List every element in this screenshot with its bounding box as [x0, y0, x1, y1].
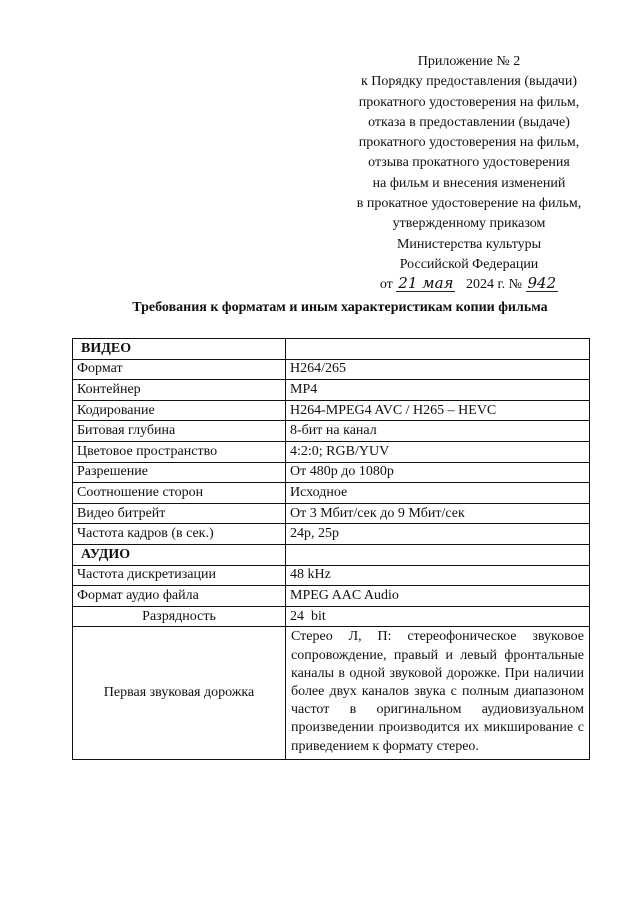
appendix-line: Министерства культуры [396, 236, 542, 252]
param-value: 48 kHz [286, 565, 590, 586]
param-name: Первая звуковая дорожка [73, 627, 286, 759]
requirements-table [72, 338, 590, 760]
appendix-line: отзыва прокатного удостоверения [368, 155, 570, 171]
section-header-video: ВИДЕО [73, 339, 286, 360]
param-name: Частота дискретизации [73, 565, 286, 586]
table-row [73, 565, 590, 586]
param-value: 8-бит на канал [286, 421, 590, 442]
appendix-line: прокатного удостоверения на фильм, [358, 94, 580, 110]
param-value: 4:2:0; RGB/YUV [286, 441, 590, 462]
appendix-line: прокатного удостоверения на фильм, [358, 135, 580, 151]
appendix-block [330, 52, 608, 296]
param-value: 24p, 25p [286, 524, 590, 545]
table-row [73, 586, 590, 607]
date-prefix: от [379, 277, 393, 293]
table-row [73, 359, 590, 380]
order-date-line [330, 275, 608, 295]
appendix-line: к Порядку предоставления (выдачи) [361, 74, 577, 90]
param-name: Формат аудио файла [73, 586, 286, 607]
table-cell [286, 544, 590, 565]
table-cell [286, 339, 590, 360]
document-title: Требования к форматам и иным характеристикам копии фильма [132, 300, 548, 315]
table-row [73, 421, 590, 442]
table-row [73, 400, 590, 421]
param-name: Контейнер [73, 380, 286, 401]
handwritten-order-number: 942 [527, 274, 557, 293]
table-row [73, 339, 590, 360]
param-value: Исходное [286, 483, 590, 504]
param-value: H264/265 [286, 359, 590, 380]
appendix-line: отказа в предоставлении (выдаче) [368, 114, 570, 130]
handwritten-date: 21 мая [398, 274, 454, 293]
param-name: Разрешение [73, 462, 286, 483]
param-value: MP4 [286, 380, 590, 401]
param-value: Стерео Л, П: стереофоническое звуковое сопровождение, правый и левый фронтальные каналы в одной звуковой дорожке. При наличии более двух каналов звука с полным диапазоном частот в оригинальном аудиовизуальном произведении производится их микширование с приведением к формату стерео. [286, 627, 590, 759]
appendix-line: в прокатное удостоверение на фильм, [356, 196, 582, 212]
appendix-line: Приложение № 2 [417, 54, 521, 69]
table-row [73, 441, 590, 462]
param-name: Цветовое пространство [73, 441, 286, 462]
param-name: Битовая глубина [73, 421, 286, 442]
section-header-audio: АУДИО [73, 544, 286, 565]
table-row [73, 503, 590, 524]
param-value: MPEG AAC Audio [286, 586, 590, 607]
table-row [73, 524, 590, 545]
param-value: От 3 Мбит/сек до 9 Мбит/сек [286, 503, 590, 524]
param-value: 24 bit [286, 606, 590, 627]
table-row [73, 544, 590, 565]
table-row [73, 606, 590, 627]
table-row [73, 483, 590, 504]
table-row [73, 627, 590, 759]
param-name: Разрядность [73, 606, 286, 627]
appendix-line: на фильм и внесения изменений [372, 175, 566, 191]
param-value: От 480p до 1080p [286, 462, 590, 483]
appendix-line: утвержденному приказом [392, 216, 546, 232]
table-row [73, 380, 590, 401]
param-name: Кодирование [73, 400, 286, 421]
param-name: Частота кадров (в сек.) [73, 524, 286, 545]
order-year: 2024 г. № [465, 277, 522, 293]
param-name: Видео битрейт [73, 503, 286, 524]
param-name: Соотношение сторон [73, 483, 286, 504]
appendix-line: Российской Федерации [399, 256, 539, 272]
table-row [73, 462, 590, 483]
param-name: Формат [73, 359, 286, 380]
param-value: H264-MPEG4 AVC / H265 – HEVC [286, 400, 590, 421]
